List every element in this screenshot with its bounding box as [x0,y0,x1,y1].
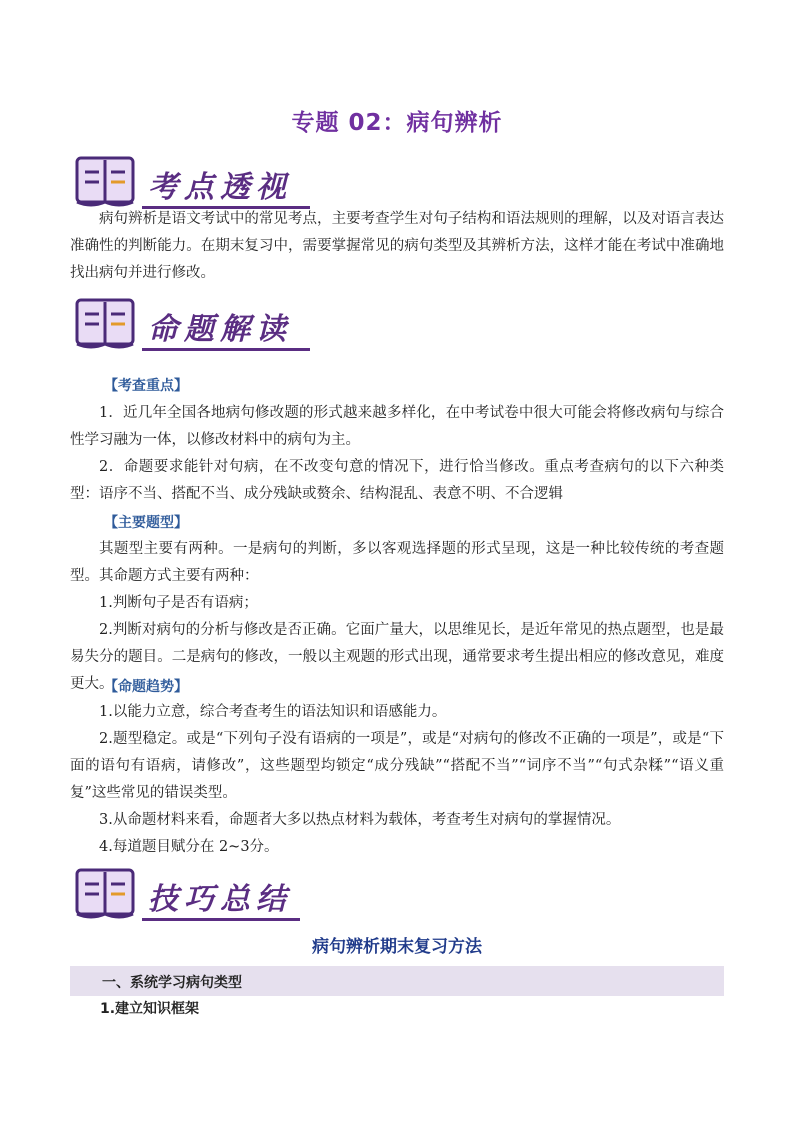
heading-band [70,966,724,996]
section-header-jiqiao [74,868,314,926]
trend-item-1: 1.以能力立意，综合考查考生的语法知识和语感能力。 [99,704,447,720]
tag-types: 【主要题型】 [104,515,188,531]
open-book-icon [74,868,136,922]
intro-paragraph: 病句辨析是语文考试中的常见考点，主要考查学生对句子结构和语法规则的理解，以及对语言表达准确性的判断能力。在期末复习中，需要掌握常见的病句类型及其辨析方法，这样才能在考试中准确地找出病句并进行修改。 [70,211,724,281]
section-label: 命题解读 [148,312,292,347]
focus-item-2: 2．命题要求能针对句病，在不改变句意的情况下，进行恰当修改。重点考查病句的以下六种类型：语序不当、搭配不当、成分残缺或赘余、结构混乱、表意不明、不合逻辑 [70,459,724,502]
method-subtitle: 病句辨析期末复习方法 [312,937,482,957]
open-book-icon [74,156,136,210]
focus-item-1: 1．近几年全国各地病句修改题的形式越来越多样化，在中考试卷中很大可能会将修改病句与综合性学习融为一体，以修改材料中的病句为主。 [70,405,724,448]
section-underline [142,348,310,351]
types-intro: 其题型主要有两种。一是病句的判断，多以客观选择题的形式呈现，这是一种比较传统的考查题型。其命题方式主要有两种： [70,541,724,584]
heading-1: 一、系统学习病句类型 [102,975,242,991]
open-book-icon [74,298,136,352]
tag-focus: 【考查重点】 [104,378,188,394]
page-title: 专题 02：病句辨析 [291,110,503,136]
types-item-1: 1.判断句子是否有语病； [99,595,258,611]
tag-trend: 【命题趋势】 [104,679,188,695]
section-label: 考点透视 [148,170,292,205]
trend-item-2: 2.题型稳定。或是“下列句子没有语病的一项是”，或是“对病句的修改不正确的一项是”，或是“下面的语句有语病，请修改”，这些题型均锁定“成分残缺”“搭配不当”“词序不当”“句式杂糅”“语义重复”这些常见的错误类型。 [70,731,724,801]
section-label: 技巧总结 [148,882,292,917]
section-header-mingti [74,298,314,356]
section-underline [142,918,300,921]
trend-item-3: 3.从命题材料来看，命题者大多以热点材料为载体，考查考生对病句的掌握情况。 [99,812,621,828]
trend-item-4: 4.每道题目赋分在 2~3分。 [99,839,279,855]
types-item-2: 2.判断对病句的分析与修改是否正确。它面广量大，以思维见长，是近年常见的热点题型，也是最易失分的题目。二是病句的修改，一般以主观题的形式出现，通常要求考生提出相应的修改意见，难度更大。 [70,622,724,692]
subheading-1: 1.建立知识框架 [100,1001,200,1017]
